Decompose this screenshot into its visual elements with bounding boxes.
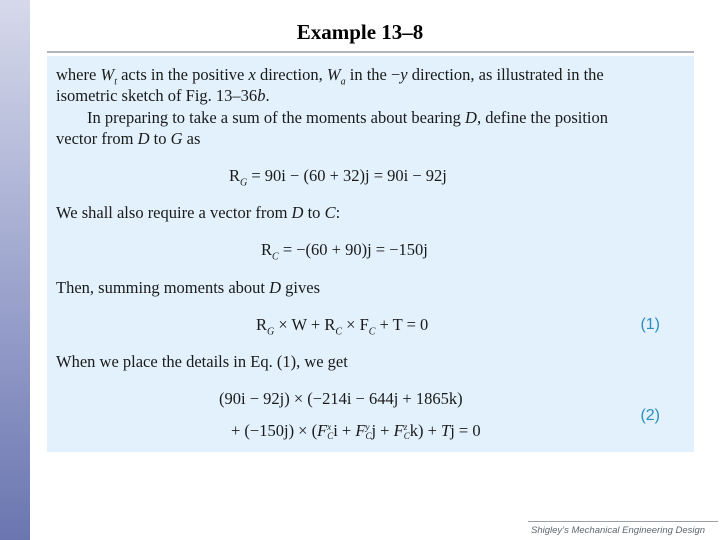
equation-2-row-2: + (−150j) × (Fx Ci + Fy Cj + Fz Ck) + Tj = 0 [231,421,481,442]
title-divider [47,51,694,53]
text-line-1: where $W_t$ acts in the positive x direction, $W_a$ in the −y direction, as illustrated in the [56,65,604,88]
text-line-3: In preparing to take a sum of the moments about bearing D, define the position [87,108,609,127]
footer-text: Shigley’s Mechanical Engineering Design [531,525,706,536]
equation-rg: $R_G = 90i - (60 + 32)j = 90i - 92j$ [229,166,447,189]
text-line-2: isometric sketch of Fig. 13–36b. [56,86,270,105]
equation-1: $R_G \times W + R_C \times F_C + T = 0$ [256,315,429,338]
slide-title: Example 13–8 [296,20,424,44]
content-panel [47,56,694,452]
text-line-5: We shall also require a vector from D to C: [56,203,341,222]
text-line-4: vector from D to G as [56,129,201,148]
text-line-6: Then, summing moments about D gives [56,278,320,297]
equation-2-number: (2) [640,407,660,424]
equation-1-number: (1) [640,316,660,333]
left-accent-bar [0,0,30,540]
footer-divider [528,521,718,522]
text-line-7: When we place the details in Eq. (1), we get [56,352,348,371]
equation-rc: $R_C = -(60 + 90)j = -150j$ [261,240,428,263]
equation-2-row-1: (90i − 92j) × (−214i − 644j + 1865k) [219,389,463,408]
